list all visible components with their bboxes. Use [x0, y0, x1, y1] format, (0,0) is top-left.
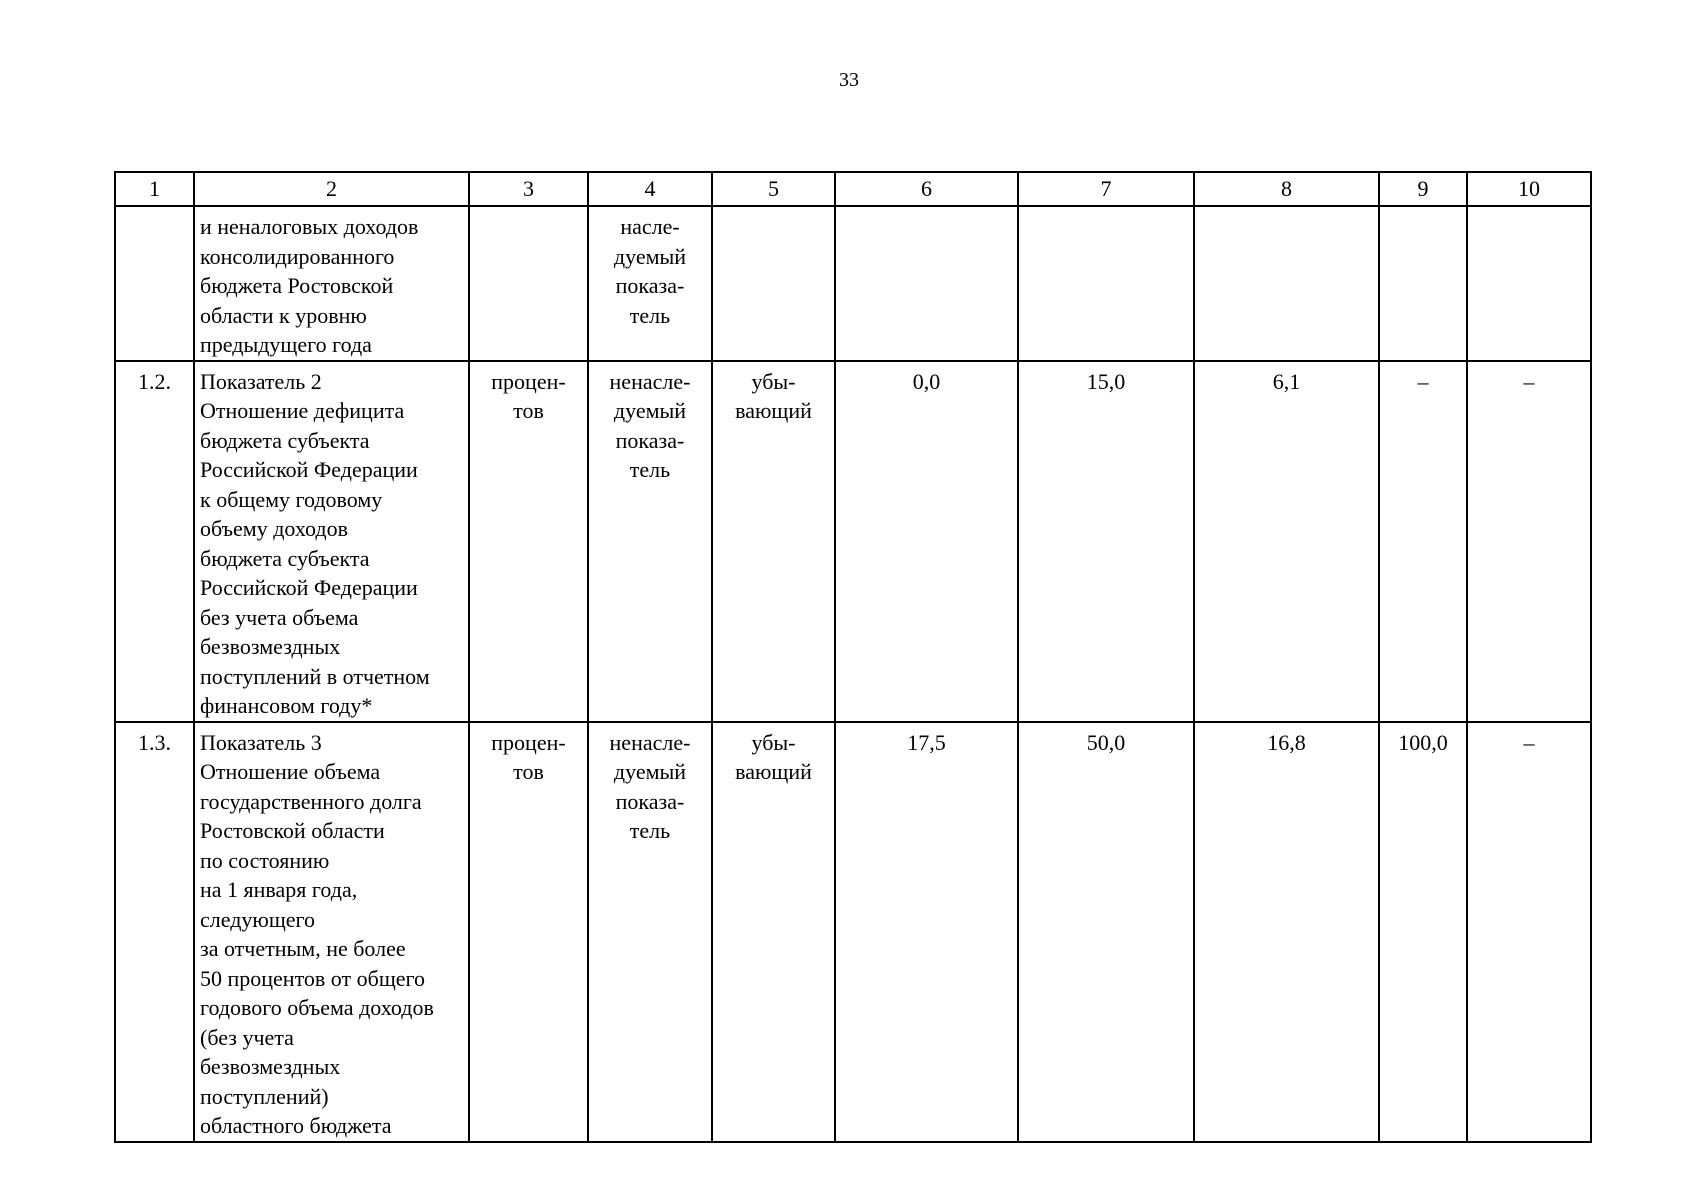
indicator-name-line: Показатель 3 [200, 729, 322, 755]
value-col-6 [835, 206, 1018, 361]
row-number [115, 206, 194, 361]
unit-line: тов [513, 398, 544, 423]
unit-line: тов [513, 759, 544, 784]
indicator-name-line: объему доходов [200, 516, 348, 541]
indicator-type-line: насле- [620, 214, 680, 239]
indicator-name-line: на 1 января года, [200, 877, 358, 902]
indicator-type-line: показа- [615, 427, 685, 453]
column-header-1: 1 [115, 172, 194, 206]
value-col-10 [1467, 206, 1591, 361]
row-number: 1.2. [115, 361, 194, 722]
value-col-10: – [1467, 722, 1591, 1142]
column-header-6: 6 [835, 172, 1018, 206]
direction-line: вающий [735, 398, 812, 423]
value-col-8: 16,8 [1194, 722, 1379, 1142]
indicator-name-line: годового объема доходов [200, 995, 434, 1020]
indicator-name-line: бюджета субъекта [200, 545, 370, 571]
table-row [115, 206, 1591, 361]
indicator-type-line: тель [629, 302, 671, 328]
indicator-name-line: и неналоговых доходов [200, 214, 419, 239]
indicator-type-line: показа- [615, 788, 685, 814]
direction-line: вающий [735, 759, 812, 784]
value-col-7: 15,0 [1018, 361, 1194, 722]
indicator-type-line: тель [629, 457, 671, 482]
value-col-8: 6,1 [1194, 361, 1379, 722]
indicator-name-line: (без учета [200, 1024, 294, 1050]
indicator-name-line: без учета объема [200, 604, 359, 630]
indicator-name-line: к общему годовому [200, 486, 383, 512]
value-col-8 [1194, 206, 1379, 361]
direction-cell [712, 206, 835, 361]
indicator-name-line: Отношение объема [200, 759, 381, 784]
column-header-5: 5 [712, 172, 835, 206]
column-header-2: 2 [194, 172, 469, 206]
indicator-type-line: тель [629, 818, 671, 843]
indicator-type-line: ненасле- [609, 368, 691, 394]
indicator-name-line: поступлений) [200, 1083, 329, 1109]
column-header-9: 9 [1379, 172, 1467, 206]
direction-cell [712, 361, 835, 722]
indicator-name-line: Показатель 2 [200, 368, 322, 394]
indicator-name-line: Российской Федерации [200, 457, 418, 482]
indicator-type [588, 361, 712, 722]
table-row [115, 361, 1591, 722]
indicator-type-line: дуемый [613, 398, 687, 423]
indicator-name-line: поступлений в отчетном [200, 663, 430, 689]
indicator-name-line: финансовом году* [200, 693, 373, 718]
indicator-name-line: 50 процентов от общего [200, 965, 425, 991]
indicator-type-line: дуемый [613, 243, 687, 269]
unit-cell [469, 206, 588, 361]
indicator-name-line: следующего [200, 906, 316, 932]
table-row [115, 722, 1591, 1142]
indicator-name-line: Российской Федерации [200, 575, 418, 600]
page-number: 33 [839, 69, 859, 91]
value-col-6: 0,0 [835, 361, 1018, 722]
indicator-type-line: дуемый [613, 759, 687, 784]
indicators-table [114, 171, 1592, 1143]
indicator-name-line: Отношение дефицита [200, 398, 405, 423]
value-col-9: 100,0 [1379, 722, 1467, 1142]
header-row [115, 172, 1591, 206]
indicator-name-line: бюджета субъекта [200, 427, 370, 453]
indicator-type [588, 206, 712, 361]
indicator-name-line: консолидированного [200, 243, 395, 269]
indicator-name-line: безвозмездных [200, 1054, 341, 1079]
unit-cell [469, 722, 588, 1142]
column-header-8: 8 [1194, 172, 1379, 206]
indicator-name [194, 722, 469, 1142]
indicator-name-line: области к уровню [200, 302, 367, 328]
value-col-9 [1379, 206, 1467, 361]
indicator-name [194, 206, 469, 361]
unit-line: процен- [491, 729, 566, 755]
column-header-10: 10 [1467, 172, 1591, 206]
indicator-name-line: государственного долга [200, 788, 422, 814]
indicator-name-line: за отчетным, не более [200, 936, 406, 961]
direction-line: убы- [751, 368, 796, 394]
indicator-name-line: Ростовской области [200, 818, 385, 843]
indicator-type-line: ненасле- [609, 729, 691, 755]
unit-line: процен- [491, 368, 566, 394]
indicator-type-line: показа- [615, 273, 685, 298]
column-header-7: 7 [1018, 172, 1194, 206]
indicator-name-line: предыдущего года [200, 332, 372, 357]
column-header-4: 4 [588, 172, 712, 206]
direction-line: убы- [751, 729, 796, 755]
column-header-3: 3 [469, 172, 588, 206]
row-number: 1.3. [115, 722, 194, 1142]
value-col-7: 50,0 [1018, 722, 1194, 1142]
indicator-type [588, 722, 712, 1142]
value-col-7 [1018, 206, 1194, 361]
indicator-name-line: безвозмездных [200, 634, 341, 659]
value-col-9: – [1379, 361, 1467, 722]
indicator-name-line: бюджета Ростовской [200, 273, 394, 298]
direction-cell [712, 722, 835, 1142]
unit-cell [469, 361, 588, 722]
indicator-name [194, 361, 469, 722]
value-col-10: – [1467, 361, 1591, 722]
indicator-name-line: областного бюджета [200, 1113, 392, 1138]
value-col-6: 17,5 [835, 722, 1018, 1142]
indicator-name-line: по состоянию [200, 847, 330, 873]
